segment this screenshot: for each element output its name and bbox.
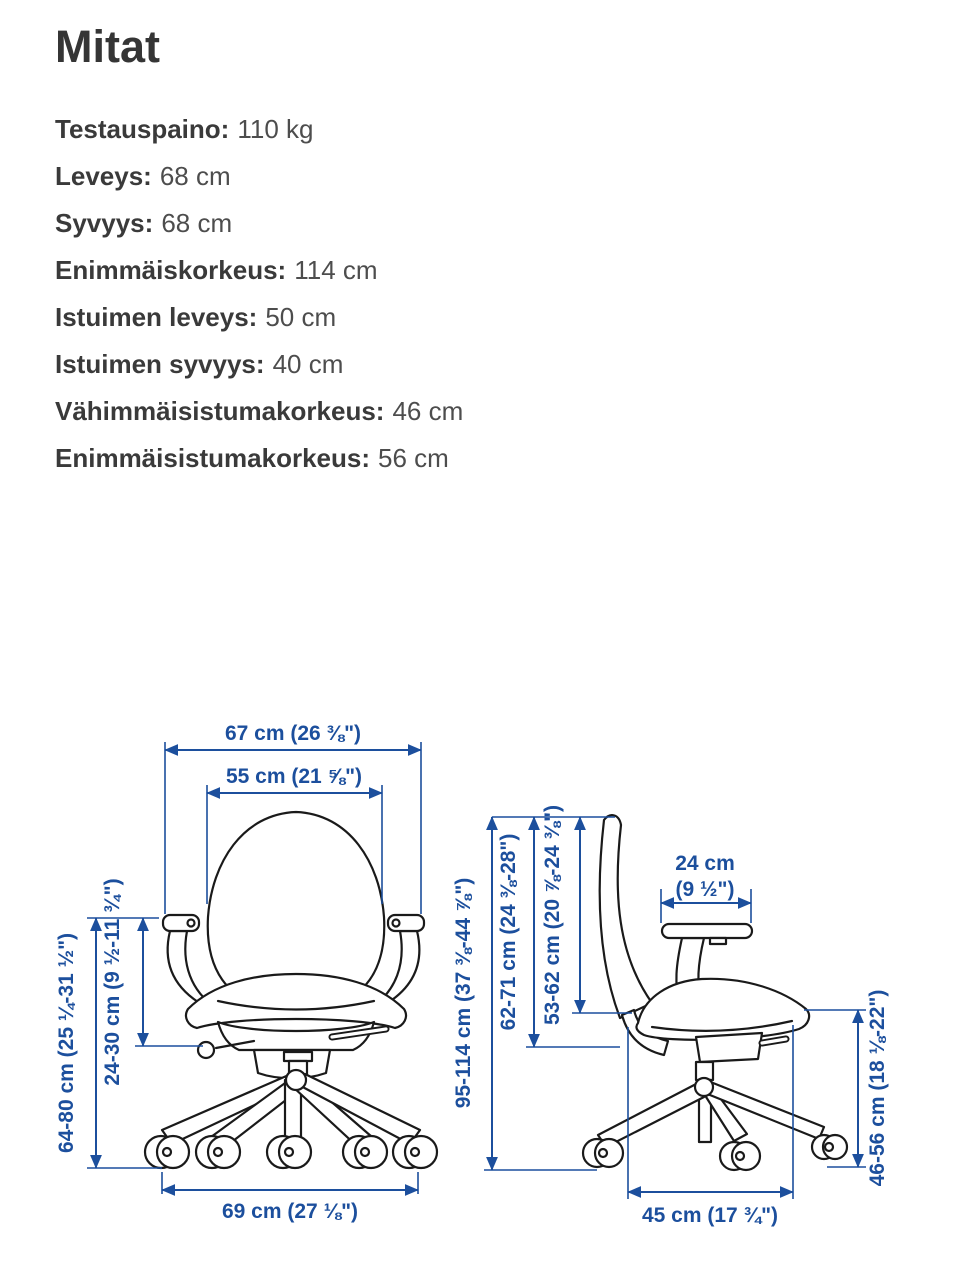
chair-caster: [720, 1142, 760, 1170]
spec-value: 68 cm: [159, 160, 231, 191]
chair-caster: [196, 1136, 240, 1168]
side-dim-back-lower-label: 53-62 cm (20 ⅞-24 ⅜"): [541, 804, 564, 1026]
spec-value: 56 cm: [378, 442, 449, 473]
spec-value: 114 cm: [294, 254, 378, 285]
front-dim-back-width-label: 55 cm (21 ⅝"): [225, 765, 363, 788]
chair-caster: [583, 1139, 623, 1167]
spec-value: 40 cm: [272, 348, 344, 379]
spec-label: Syvyys:: [55, 207, 154, 238]
side-dim-armrest-depth-label-1: 24 cm: [675, 852, 735, 875]
chair-lever-left-knob: [198, 1042, 214, 1058]
spec-value: 68 cm: [161, 207, 233, 238]
spec-row: [55, 341, 960, 388]
side-dim-total-height-label: 95-114 cm (37 ⅜-44 ⅞"): [452, 877, 475, 1109]
spec-label: Istuimen leveys:: [55, 301, 258, 332]
spec-row: [55, 388, 960, 435]
front-dim-armrest-height-label: 64-80 cm (25 ¼-31 ½"): [55, 932, 78, 1154]
page-title: Mitat: [55, 21, 160, 72]
chair-column-collar: [284, 1052, 312, 1061]
spec-label: Enimmäisistumakorkeus:: [55, 442, 371, 473]
side-dim-base-depth-label: 45 cm (17 ¾"): [641, 1204, 779, 1227]
chair-caster: [393, 1136, 437, 1168]
spec-value: 110 kg: [237, 113, 314, 144]
spec-row: [55, 247, 960, 294]
spec-list: [55, 106, 960, 482]
chair-base-leg-rear: [598, 1083, 704, 1147]
side-dim-back-upper-label: 62-71 cm (24 ⅜-28"): [497, 833, 520, 1031]
front-dim-armrest-seat-label: 24-30 cm (9 ½-11 ¾"): [101, 878, 124, 1086]
chair-armrest-adjuster: [710, 938, 726, 944]
side-dim-armrest-depth-label-2: (9 ½"): [675, 878, 735, 901]
chair-base-hub: [286, 1070, 306, 1090]
front-chair-drawing: [145, 812, 437, 1168]
front-dim-width-total-label: 67 cm (26 ⅜"): [224, 722, 362, 745]
side-dim-seat-height-label: 46-56 cm (18 ⅛-22"): [866, 989, 889, 1187]
spec-row: [55, 106, 960, 153]
spec-label: Testauspaino:: [55, 113, 230, 144]
chair-side-view-diagram: [452, 775, 952, 1265]
chair-caster: [267, 1136, 311, 1168]
spec-label: Enimmäiskorkeus:: [55, 254, 287, 285]
spec-value: 50 cm: [265, 301, 337, 332]
chair-caster: [343, 1136, 387, 1168]
chair-backrest-side: [600, 815, 652, 1018]
front-dim-base-width-label: 69 cm (27 ⅛"): [221, 1200, 359, 1223]
spec-row: [55, 153, 960, 200]
spec-row: [55, 294, 960, 341]
chair-base-hub-side: [695, 1078, 713, 1096]
chair-armrest-pad-side: [662, 924, 752, 938]
chair-front-view-diagram: [55, 712, 468, 1260]
spec-row: [55, 435, 960, 482]
spec-value: 46 cm: [392, 395, 464, 426]
chair-caster: [145, 1136, 189, 1168]
chair-mechanism-side: [696, 1033, 762, 1062]
spec-row: [55, 200, 960, 247]
spec-label: Vähimmäisistumakorkeus:: [55, 395, 385, 426]
chair-caster: [812, 1135, 847, 1159]
spec-label: Istuimen syvyys:: [55, 348, 265, 379]
spec-label: Leveys:: [55, 160, 152, 191]
